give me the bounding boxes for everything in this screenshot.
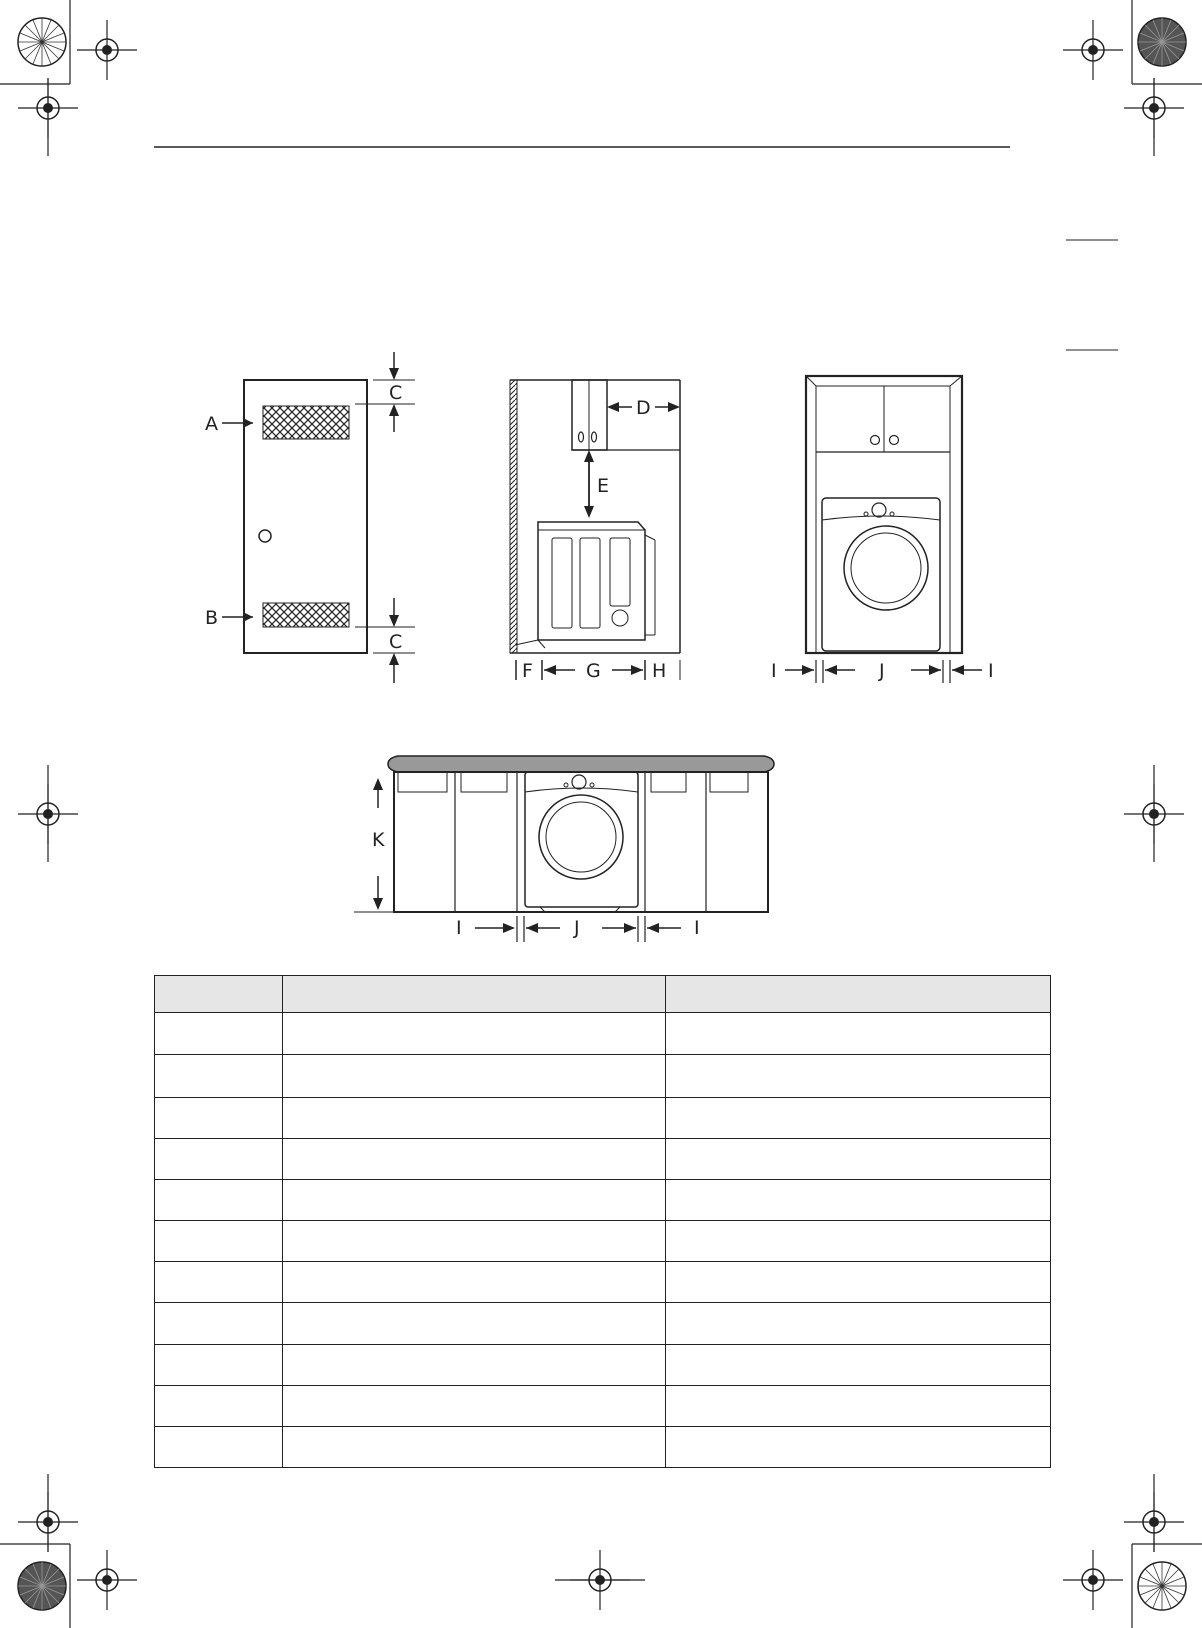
label-i-right-counter: I xyxy=(694,917,700,939)
table-cell xyxy=(155,1055,283,1098)
table-cell xyxy=(155,1427,283,1468)
table-cell xyxy=(666,1386,1051,1427)
label-d: D xyxy=(636,397,651,419)
table-cell xyxy=(282,1427,666,1468)
table-row xyxy=(155,1055,1051,1098)
dryer-undercounter xyxy=(525,772,638,907)
table-cell xyxy=(666,1139,1051,1180)
label-h: H xyxy=(652,660,667,682)
table-cell xyxy=(666,1303,1051,1345)
table-cell xyxy=(282,1386,666,1427)
table-row xyxy=(155,1098,1051,1139)
table-row xyxy=(155,1262,1051,1303)
table-row xyxy=(155,1345,1051,1386)
label-k: K xyxy=(372,829,385,851)
table-row xyxy=(155,1303,1051,1345)
table-cell xyxy=(282,1055,666,1098)
table-cell xyxy=(282,1098,666,1139)
table-cell xyxy=(282,1180,666,1221)
table-cell xyxy=(282,1013,666,1055)
table-header-row xyxy=(155,976,1051,1013)
label-i-left-counter: I xyxy=(456,917,462,939)
header-cell xyxy=(155,976,283,1013)
label-f: F xyxy=(522,660,533,682)
table-row xyxy=(155,1427,1051,1468)
table-cell xyxy=(155,1262,283,1303)
dryer-door-icon xyxy=(539,795,623,879)
table-cell xyxy=(666,1345,1051,1386)
label-j-closet: J xyxy=(879,660,885,682)
table-cell xyxy=(155,1386,283,1427)
clearance-table xyxy=(154,975,1051,1468)
table-cell xyxy=(666,1180,1051,1221)
table-cell xyxy=(155,1221,283,1262)
countertop xyxy=(388,756,774,772)
table-cell xyxy=(282,1139,666,1180)
label-a: A xyxy=(205,413,218,435)
label-e: E xyxy=(597,475,610,497)
table-cell xyxy=(666,1221,1051,1262)
table-cell xyxy=(155,1098,283,1139)
counter-cabinets xyxy=(394,772,768,912)
table-cell xyxy=(282,1345,666,1386)
label-b: B xyxy=(205,607,219,629)
label-c-bottom: C xyxy=(389,631,403,653)
label-i-left: I xyxy=(771,660,777,682)
table-cell xyxy=(666,1427,1051,1468)
table-cell xyxy=(282,1221,666,1262)
header-cell xyxy=(282,976,666,1013)
label-i-right: I xyxy=(988,660,994,682)
table-cell xyxy=(282,1262,666,1303)
table-row xyxy=(155,1139,1051,1180)
table-cell xyxy=(666,1055,1051,1098)
table-cell xyxy=(666,1013,1051,1055)
table-cell xyxy=(155,1303,283,1345)
table-cell xyxy=(666,1098,1051,1139)
table-cell xyxy=(155,1345,283,1386)
label-j-counter: J xyxy=(574,917,580,939)
label-g: G xyxy=(586,660,601,682)
table-row xyxy=(155,1180,1051,1221)
dial-icon xyxy=(572,775,586,789)
label-c-top: C xyxy=(389,382,403,404)
table-cell xyxy=(155,1180,283,1221)
table-row xyxy=(155,1013,1051,1055)
table-cell xyxy=(155,1139,283,1180)
table-row xyxy=(155,1386,1051,1427)
table-cell xyxy=(155,1013,283,1055)
table-row xyxy=(155,1221,1051,1262)
header-cell xyxy=(666,976,1051,1013)
table-cell xyxy=(282,1303,666,1345)
table-cell xyxy=(666,1262,1051,1303)
